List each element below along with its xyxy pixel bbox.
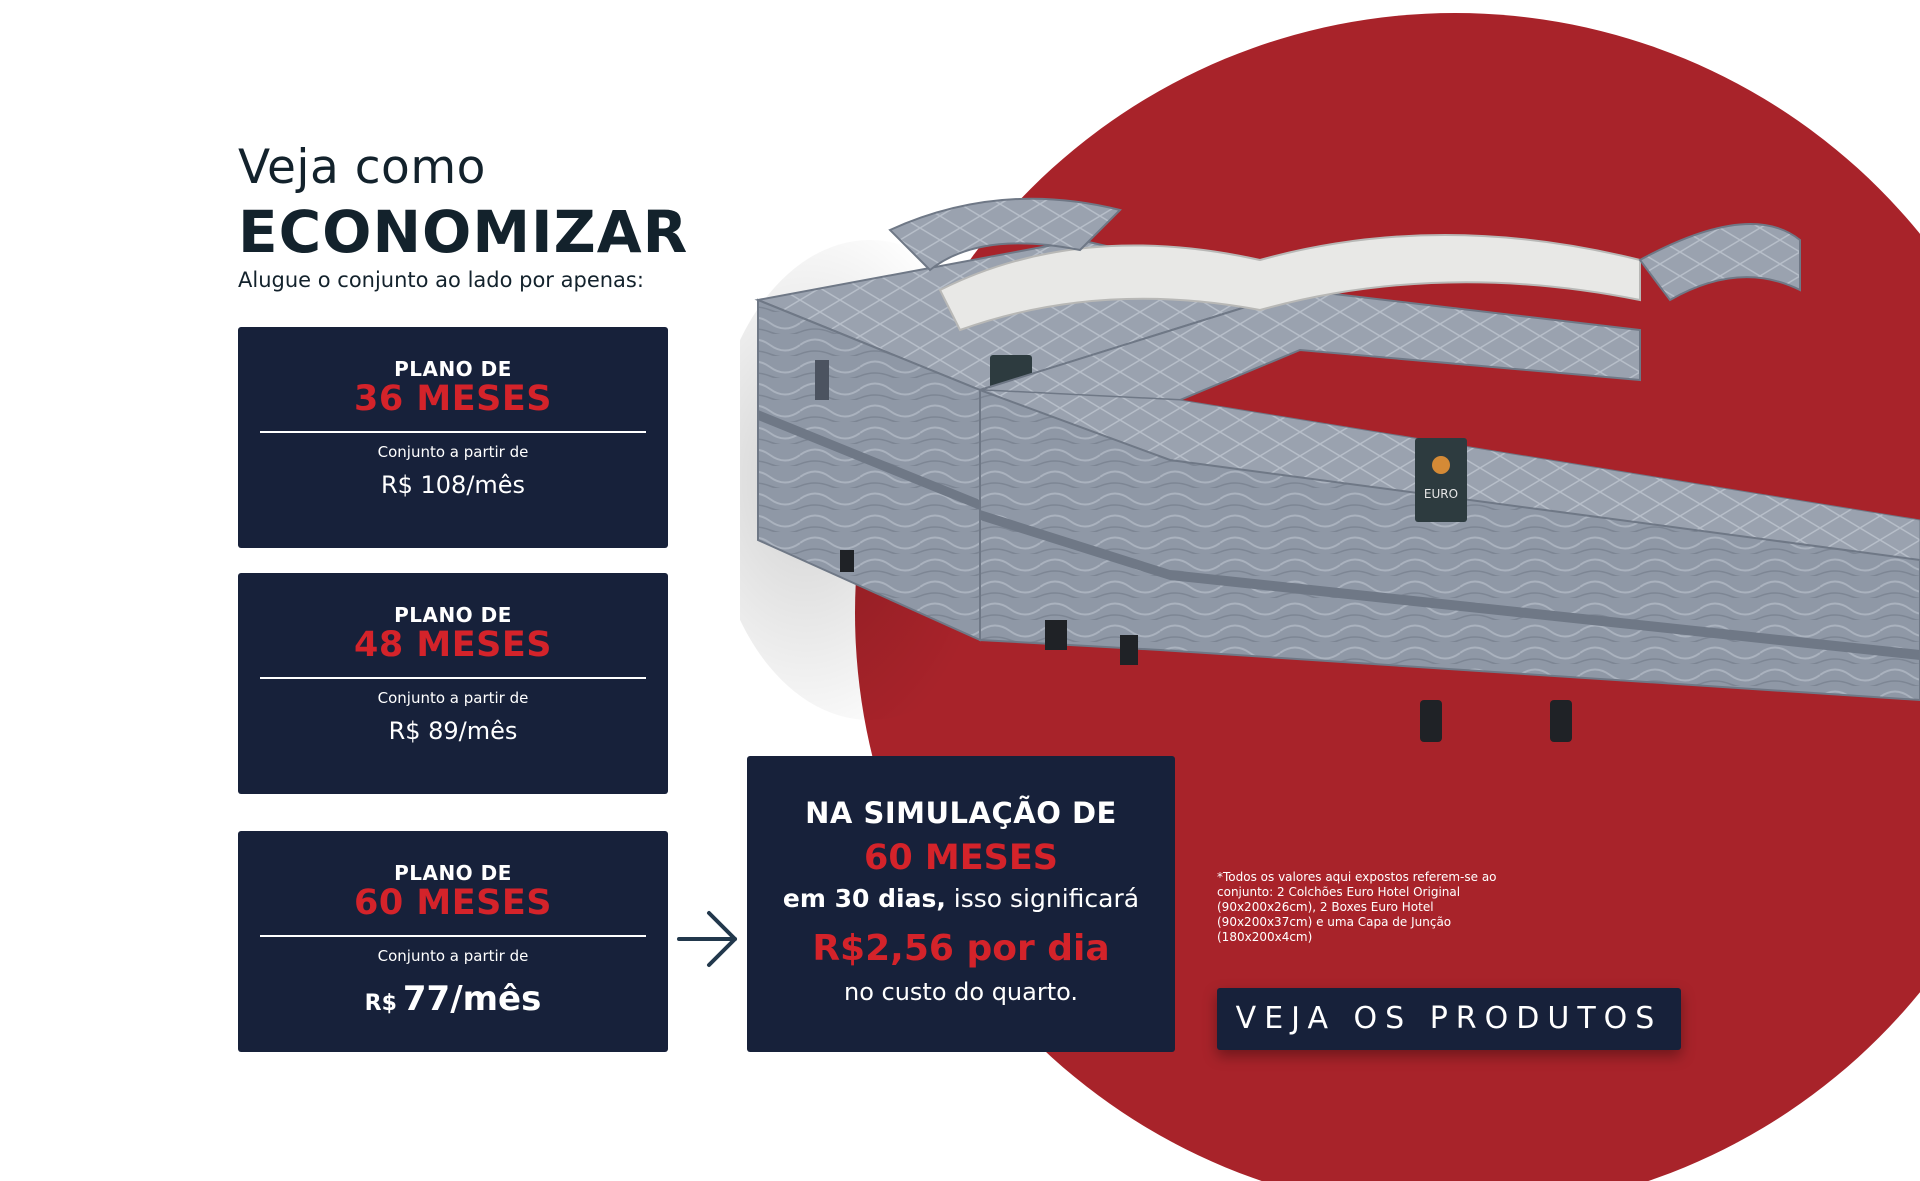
plan-label: PLANO DE (394, 603, 512, 627)
simulation-months: 60 MESES (864, 838, 1058, 878)
simulation-cost-text: no custo do quarto. (843, 978, 1079, 1006)
plan-price: R$ 89/mês (388, 717, 518, 745)
plan-price-currency: R$ (364, 991, 397, 1016)
plan-months: 36 MESES (354, 379, 552, 419)
plan-from-text: Conjunto a partir de (377, 947, 529, 965)
hero-title-line2: ECONOMIZAR (238, 198, 689, 266)
plan-card-36 (238, 327, 668, 548)
simulation-per-day: R$2,56 por dia (812, 928, 1110, 969)
simulation-title: NA SIMULAÇÃO DE (805, 796, 1117, 830)
plan-label: PLANO DE (394, 357, 512, 381)
hero-subtitle: Alugue o conjunto ao lado por apenas: (238, 268, 644, 292)
plan-price (238, 979, 668, 1019)
plan-from-text: Conjunto a partir de (377, 689, 529, 707)
simulation-period-bold: em 30 dias, (782, 884, 946, 913)
plan-divider (260, 677, 646, 679)
brand-tag-right (1415, 438, 1467, 522)
plan-divider (260, 431, 646, 433)
plan-months: 60 MESES (354, 883, 552, 923)
plan-card-48 (238, 573, 668, 794)
product-image (740, 180, 1920, 780)
svg-text:EURO: EURO (1423, 487, 1459, 501)
plan-from-text: Conjunto a partir de (377, 443, 529, 461)
plan-price: R$ 108/mês (380, 471, 526, 499)
plan-price-value: 77/mês (402, 979, 542, 1019)
simulation-period-text (747, 884, 1175, 913)
view-products-button[interactable]: VEJA OS PRODUTOS (1217, 988, 1681, 1050)
arrow-right-icon (675, 906, 741, 972)
disclaimer-text: *Todos os valores aqui expostos referem-se ao conjunto: 2 Colchões Euro Hotel Original (90x200x26cm), 2 Boxes Euro Hotel (90x200x37cm) e uma Capa de Junção (180x200x4cm) (1217, 870, 1497, 944)
simulation-box (747, 756, 1175, 1052)
plan-card-60 (238, 831, 668, 1052)
hero-title-line1: Veja como (238, 140, 486, 195)
plan-divider (260, 935, 646, 937)
plan-label: PLANO DE (394, 861, 512, 885)
plan-months: 48 MESES (354, 625, 552, 665)
simulation-period-rest: isso significará (953, 884, 1140, 913)
